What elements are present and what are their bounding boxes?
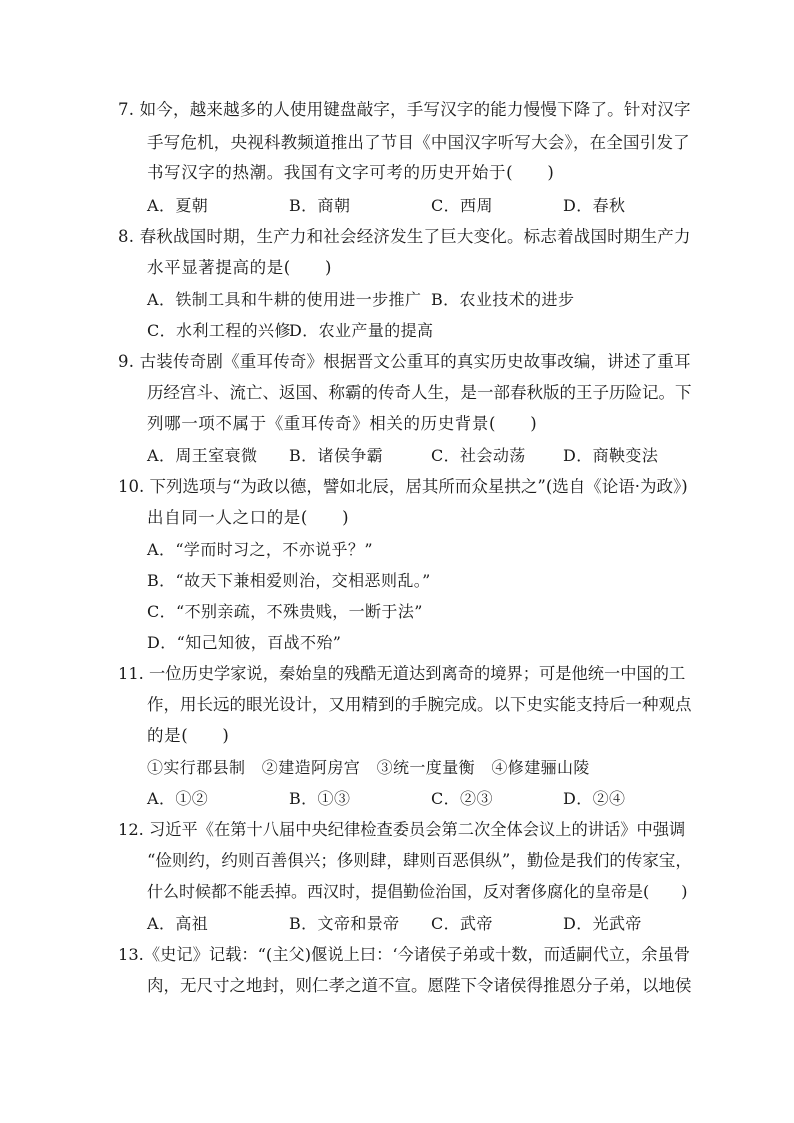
q9-option-a: A．周王室衰微	[147, 446, 258, 465]
q8-option-d: D．农业产量的提高	[289, 321, 434, 340]
q12-option-d: D．光武帝	[563, 914, 642, 933]
q7-line-2: 手写危机，央视科教频道推出了节目《中国汉字听写大会》，在全国引发了	[147, 133, 690, 152]
q7-line-1: 7. 如今，越来越多的人使用键盘敲字，手写汉字的能力慢慢下降了。针对汉字	[118, 100, 691, 119]
q12-line-3: 什么时候都不能丢掉。西汉时，提倡勤俭治国，反对奢侈腐化的皇帝是( )	[147, 882, 688, 901]
q12-line-2: “俭则约，约则百善俱兴；侈则肆，肆则百恶俱纵”，勤俭是我们的传家宝，	[147, 851, 692, 870]
q7-line-3: 书写汉字的热潮。我国有文字可考的历史开始于( )	[147, 163, 555, 182]
q9-line-3: 列哪一项不属于《重耳传奇》相关的历史背景( )	[147, 414, 538, 433]
q13-line-2: 肉，无尺寸之地封，则仁孝之道不宣。愿陛下令诸侯得推恩分子弟，以地侯	[147, 976, 692, 995]
q7-option-a: A．夏朝	[147, 196, 209, 215]
q11-option-c: C．②③	[431, 789, 493, 808]
q11-option-d: D．②④	[563, 789, 626, 808]
q12-option-b: B．文帝和景帝	[289, 914, 400, 933]
q11-line-3: 的是( )	[147, 726, 230, 745]
q12-line-1: 12. 习近平《在第十八届中央纪律检查委员会第二次全体会议上的讲话》中强调	[118, 820, 686, 839]
q10-option-c: C．“不别亲疏，不殊贵贱，一断于法”	[147, 602, 423, 621]
q8-option-a: A．铁制工具和牛耕的使用进一步推广	[147, 290, 422, 309]
q9-line-1: 9. 古装传奇剧《重耳传奇》根据晋文公重耳的真实历史故事改编，讲述了重耳	[118, 352, 691, 371]
q11-option-a: A．①②	[147, 789, 209, 808]
q8-line-2: 水平显著提高的是( )	[147, 258, 333, 277]
q13-line-1: 13.《史记》记载：“(主父)偃说上曰：‘今诸侯子弟或十数，而适嗣代立，余虽骨	[118, 945, 690, 964]
q9-option-d: D．商鞅变法	[563, 446, 659, 465]
q11-option-b: B．①③	[289, 789, 351, 808]
q8-line-1: 8. 春秋战国时期，生产力和社会经济发生了巨大变化。标志着战国时期生产力	[118, 227, 691, 246]
q12-option-c: C．武帝	[431, 914, 493, 933]
q9-line-2: 历经宫斗、流亡、返国、称霸的传奇人生，是一部春秋版的王子历险记。下	[147, 383, 692, 402]
q10-option-d: D．“知己知彼，百战不殆”	[147, 633, 342, 652]
q9-option-c: C．社会动荡	[431, 446, 526, 465]
q9-option-b: B．诸侯争霸	[289, 446, 384, 465]
q8-option-b: B．农业技术的进步	[431, 290, 575, 309]
q10-option-b: B．“故天下兼相爱则治，交相恶则乱。”	[147, 571, 431, 590]
q11-line-1: 11. 一位历史学家说，秦始皇的残酷无道达到离奇的境界；可是他统一中国的工	[118, 664, 686, 683]
q12-option-a: A．高祖	[147, 914, 209, 933]
q11-line-2: 作，用长远的眼光设计，又用精到的手腕完成。以下史实能支持后一种观点	[147, 695, 692, 714]
q10-line-1: 10. 下列选项与“为政以德，譬如北辰，居其所而众星拱之”(选自《论语·为政》)	[118, 477, 688, 496]
q7-option-b: B．商朝	[289, 196, 351, 215]
q10-option-a: A．“学而时习之，不亦说乎？”	[147, 540, 373, 559]
q10-line-2: 出自同一人之口的是( )	[147, 508, 350, 527]
q7-option-c: C．西周	[431, 196, 493, 215]
q7-option-d: D．春秋	[563, 196, 626, 215]
q11-statements: ①实行郡县制 ②建造阿房宫 ③统一度量衡 ④修建骊山陵	[147, 758, 590, 777]
q8-option-c: C．水利工程的兴修	[147, 321, 291, 340]
